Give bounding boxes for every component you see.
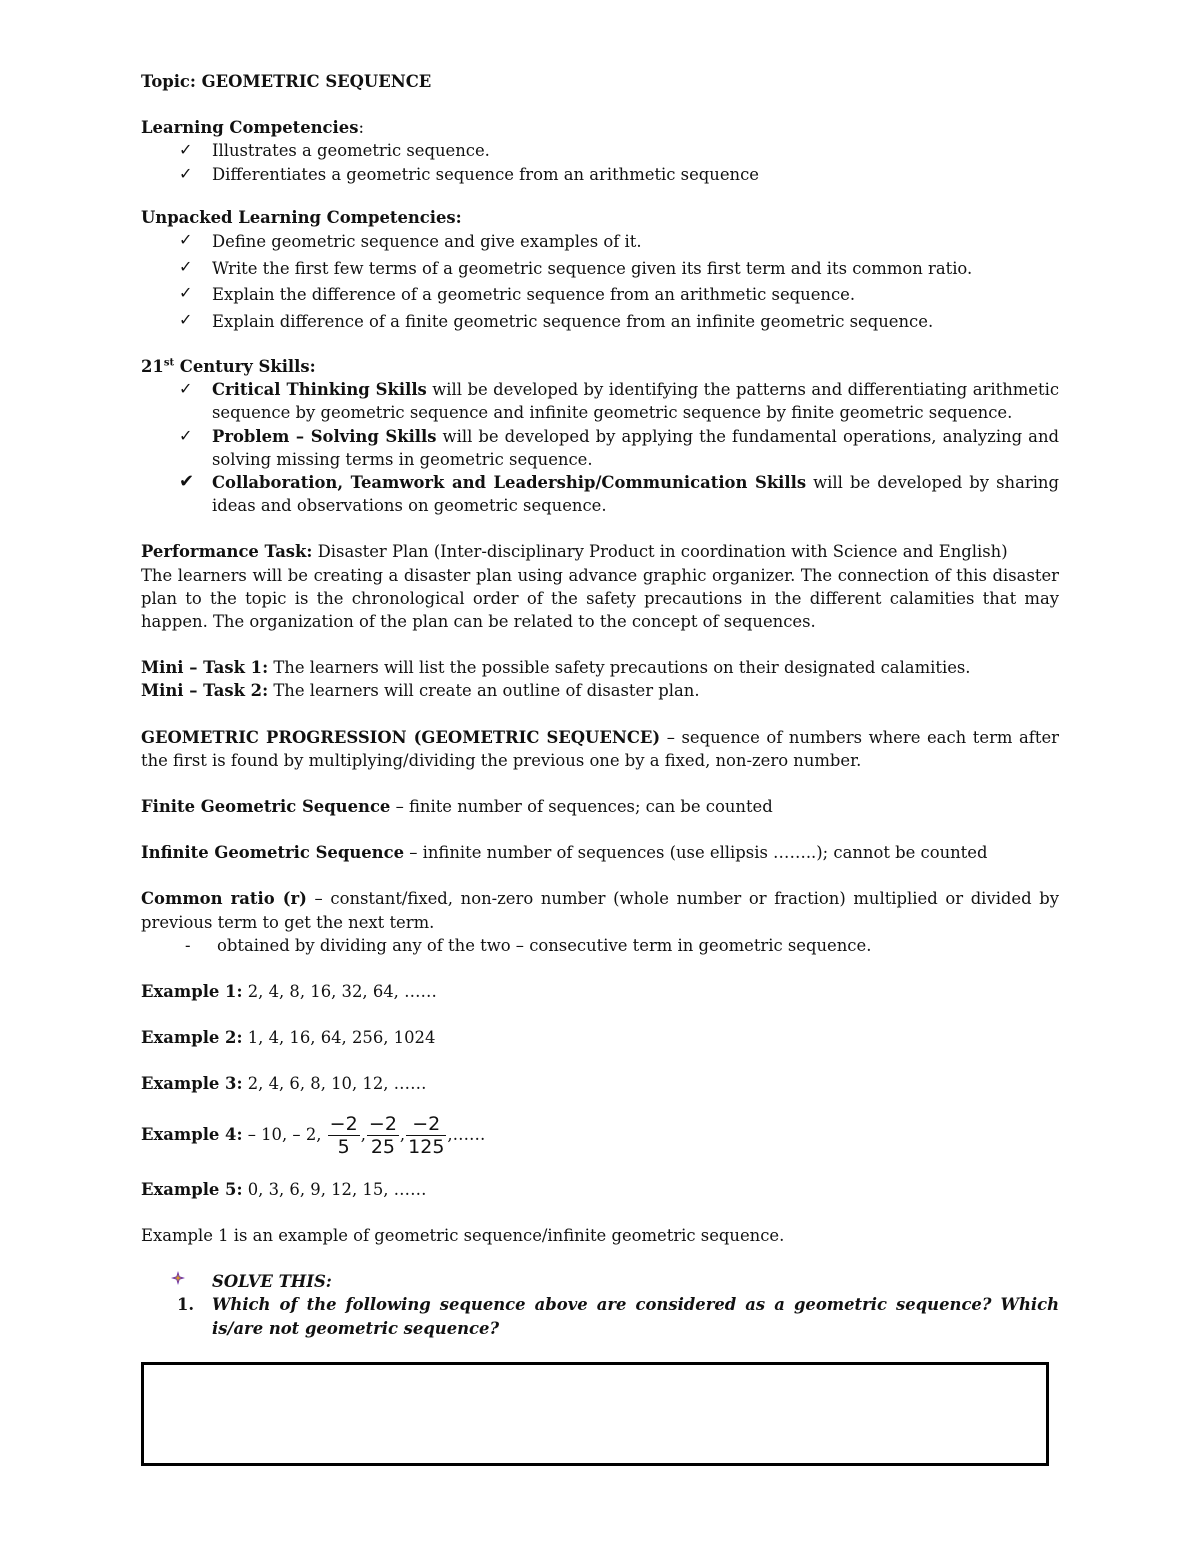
fraction: $\frac{-2}{5}$ — [329, 1112, 358, 1158]
check-icon: ✓ — [179, 283, 193, 303]
check-icon: ✔ — [179, 471, 195, 493]
star-bullet-icon — [171, 1271, 185, 1285]
list-item: ✓ Illustrates a geometric sequence. — [179, 140, 490, 161]
skills-heading: 21st Century Skills: — [141, 357, 316, 377]
skills-list — [141, 378, 1059, 517]
example-3: Example 3: 2, 4, 6, 8, 10, 12, …… — [141, 1074, 427, 1094]
answer-box[interactable] — [141, 1362, 1049, 1466]
topic-line — [141, 70, 1059, 93]
list-item: ✓ Write the first few terms of a geometric sequence given its first term and its common ratio. — [179, 256, 973, 278]
solve-question: 1. Which of the following sequence above are considered as a geometric sequence? Which is/are not geometric sequence? — [177, 1295, 1059, 1338]
common-ratio-note: - obtained by dividing any of the two – consecutive term in geometric sequence. — [185, 935, 872, 955]
list-item: ✓ Problem – Solving Skills will be developed by applying the fundamental operations, analyzing and solving missing terms in geometric sequence. — [179, 425, 1059, 469]
document-page — [141, 70, 1059, 1340]
example-2: Example 2: 1, 4, 16, 64, 256, 1024 — [141, 1028, 436, 1048]
check-icon: ✓ — [179, 256, 193, 276]
mini-task-2: Mini – Task 2: The learners will create an outline of disaster plan. — [141, 681, 700, 701]
fraction: $\frac{-2}{125}$ — [408, 1112, 445, 1158]
list-item: ✓ Differentiates a geometric sequence from an arithmetic sequence — [179, 163, 759, 184]
list-item: ✓ Explain difference of a finite geometric sequence from an infinite geometric sequence. — [179, 309, 934, 331]
example-5: Example 5: 0, 3, 6, 9, 12, 15, …… — [141, 1179, 427, 1199]
unpacked-heading: Unpacked Learning Competencies: — [141, 207, 462, 227]
topic-value: GEOMETRIC SEQUENCE — [201, 72, 432, 91]
definition-geometric: GEOMETRIC PROGRESSION (GEOMETRIC SEQUENCE) – sequence of numbers where each term after the first is found by multiplying/dividing the previous one by a fixed, non-zero number. — [141, 727, 1059, 770]
list-item: ✓ Explain the difference of a geometric sequence from an arithmetic sequence. — [179, 283, 856, 305]
definition-common-ratio: Common ratio (r) – constant/fixed, non-zero number (whole number or fraction) multiplied or divided by previous term to get the next term. — [141, 889, 1060, 932]
example-1: Example 1: 2, 4, 8, 16, 32, 64, …… — [141, 982, 437, 1002]
performance-task-title: Performance Task: Disaster Plan (Inter-disciplinary Product in coordination with Science and English) — [141, 542, 1008, 562]
solve-heading: SOLVE THIS: — [141, 1270, 1059, 1293]
definition-infinite: Infinite Geometric Sequence – infinite number of sequences (use ellipsis ……..); cannot be counted — [141, 843, 988, 863]
fraction: $\frac{-2}{25}$ — [368, 1112, 397, 1158]
topic-label: Topic: — [141, 72, 202, 91]
check-icon: ✓ — [179, 140, 193, 160]
check-icon: ✓ — [179, 309, 193, 329]
learning-competencies-heading: Learning Competencies: — [141, 118, 364, 138]
example-note: Example 1 is an example of geometric sequence/infinite geometric sequence. — [141, 1225, 785, 1245]
list-item: ✓ Define geometric sequence and give examples of it. — [179, 230, 642, 252]
check-icon: ✓ — [179, 425, 193, 445]
list-item: ✔ Collaboration, Teamwork and Leadership/Communication Skills will be developed by sharing ideas and observations on geometric sequence. — [179, 471, 1059, 516]
check-icon: ✓ — [179, 379, 193, 399]
definition-finite: Finite Geometric Sequence – finite number of sequences; can be counted — [141, 797, 773, 817]
learning-competencies-list — [141, 139, 1059, 185]
performance-task-body: The learners will be creating a disaster plan using advance graphic organizer. The connection of this disaster plan to the topic is the chronological order of the safety precautions in the different calamities that may happen. The organization of the plan can be related to the concept of sequences. — [141, 565, 1059, 632]
check-icon: ✓ — [179, 163, 193, 183]
mini-task-1: Mini – Task 1: The learners will list the possible safety precautions on their designated calamities. — [141, 658, 971, 678]
example-4: Example 4: – 10, – 2, $\frac{-2}{5}$ , $\frac{-2}{25}$ , $\frac{-2}{125}$ ,…… — [141, 1112, 486, 1158]
list-item: ✓ Critical Thinking Skills will be developed by identifying the patterns and differentiating arithmetic sequence by geometric sequence and infinite geometric sequence by finite geometric sequence. — [179, 379, 1059, 423]
unpacked-list — [141, 229, 1059, 335]
check-icon: ✓ — [179, 230, 193, 250]
